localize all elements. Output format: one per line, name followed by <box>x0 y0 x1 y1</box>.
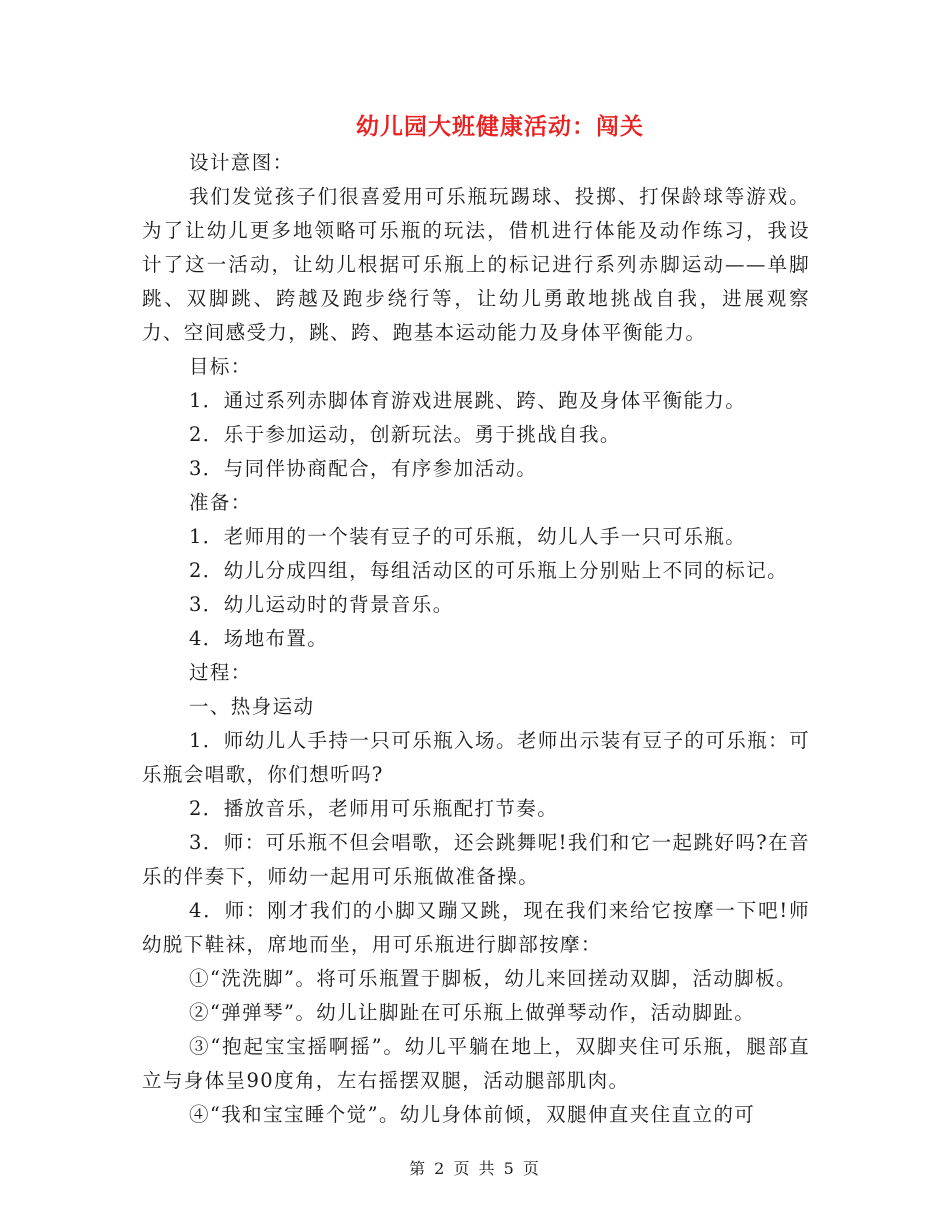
paragraph: 准备： <box>189 491 252 514</box>
paragraph: 4．师：刚才我们的小脚又蹦又跳，现在我们来给它按摩一下吧!师幼脱下鞋袜，席地而坐，用可乐瓶进行脚部按摩： <box>142 899 810 956</box>
paragraph: 1．老师用的一个装有豆子的可乐瓶，幼儿人手一只可乐瓶。 <box>189 525 747 548</box>
paragraph: 1．通过系列赤脚体育游戏进展跳、跨、跑及身体平衡能力。 <box>189 389 747 412</box>
paragraph: 2．幼儿分成四组，每组活动区的可乐瓶上分别贴上不同的标记。 <box>189 559 789 582</box>
paragraph: ①“洗洗脚”。将可乐瓶置于脚板，幼儿来回搓动双脚，活动脚板。 <box>189 967 797 990</box>
paragraph: 我们发觉孩子们很喜爱用可乐瓶玩踢球、投掷、打保龄球等游戏。为了让幼儿更多地领略可乐瓶的玩法，借机进行体能及动作练习，我设计了这一活动，让幼儿根据可乐瓶上的标记进行系列赤脚运动——单脚跳、双脚跳、跨越及跑步绕行等，让幼儿勇敢地挑战自我，进展观察力、空间感受力，跳、跨、跑基本运动能力及身体平衡能力。 <box>142 185 810 344</box>
paragraph: 3．师：可乐瓶不但会唱歌，还会跳舞呢!我们和它一起跳好吗?在音乐的伴奏下，师幼一起用可乐瓶做准备操。 <box>142 831 810 888</box>
paragraph: 2．乐于参加运动，创新玩法。勇于挑战自我。 <box>189 423 621 446</box>
document-body <box>142 146 810 1132</box>
page-footer: 第 2 页 共 5 页 <box>409 1159 541 1178</box>
document-title: 幼儿园大班健康活动：闯关 <box>356 113 644 140</box>
paragraph: 设计意图： <box>189 151 294 174</box>
paragraph: 3．与同伴协商配合，有序参加活动。 <box>189 457 538 480</box>
paragraph: 3．幼儿运动时的背景音乐。 <box>189 593 454 616</box>
paragraph: ②“弹弹琴”。幼儿让脚趾在可乐瓶上做弹琴动作，活动脚趾。 <box>189 1001 756 1024</box>
paragraph: ③“抱起宝宝摇啊摇”。幼儿平躺在地上，双脚夹住可乐瓶，腿部直立与身体呈90度角，左右摇摆双腿，活动腿部肌肉。 <box>142 1035 810 1092</box>
paragraph: 1．师幼儿人手持一只可乐瓶入场。老师出示装有豆子的可乐瓶：可乐瓶会唱歌，你们想听吗? <box>142 729 810 786</box>
paragraph: 过程： <box>189 661 252 684</box>
paragraph: 2．播放音乐，老师用可乐瓶配打节奏。 <box>189 797 559 820</box>
paragraph: 一、热身运动 <box>189 695 315 718</box>
paragraph: 4．场地布置。 <box>189 627 329 650</box>
paragraph: ④“我和宝宝睡个觉”。幼儿身体前倾，双腿伸直夹住直立的可 <box>189 1103 756 1126</box>
paragraph: 目标： <box>189 355 252 378</box>
